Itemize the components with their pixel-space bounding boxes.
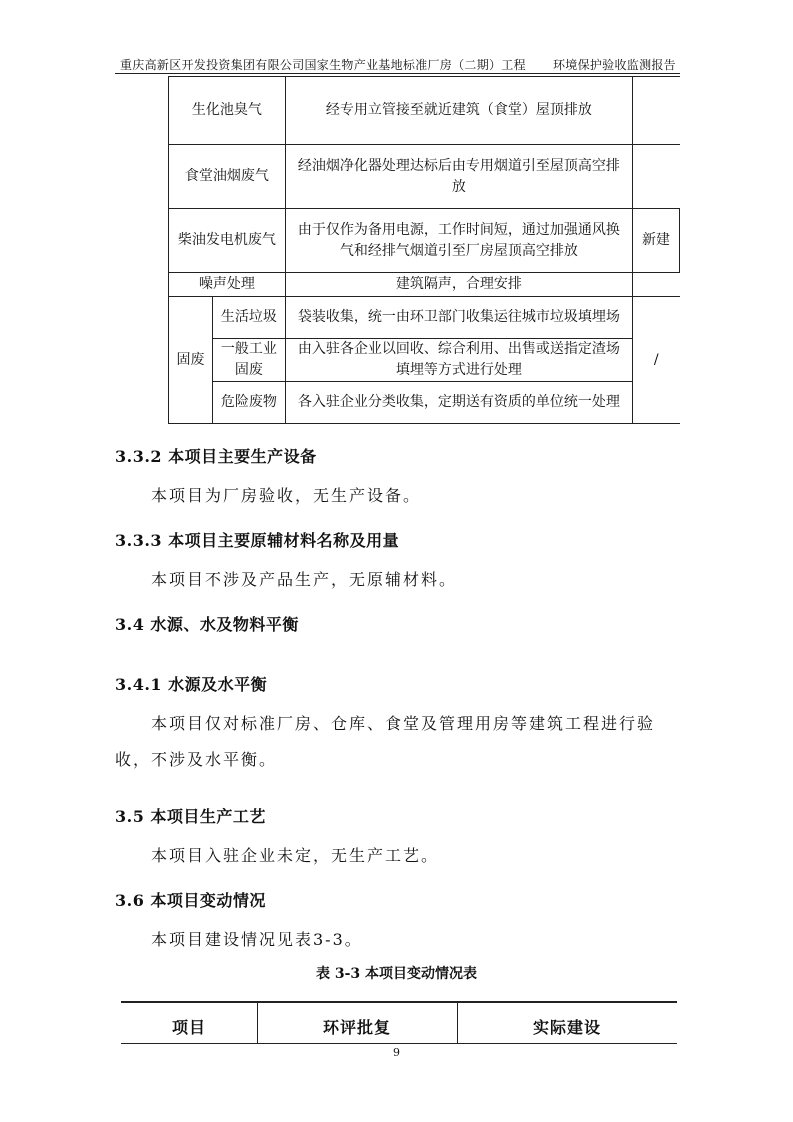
section-3-3-2-title: 3.3.2 本项目主要生产设备 [115,447,317,466]
table-header-eia-approval: 环评批复 [322,1018,391,1037]
section-3-3-2-text: 本项目为厂房验收，无生产设备。 [151,486,422,505]
pollution-control-table [168,76,680,424]
table-cell-desc: 经专用立管接至就近建筑（食堂）屋顶排放 [285,77,632,145]
table-cell-desc: 由入驻各企业以回收、综合利用、出售或送指定渣场填埋等方式进行处理 [285,339,632,382]
table-row [169,145,680,209]
table-caption: 表 3-3 本项目变动情况表 [315,966,478,982]
table-cell-status-empty [633,145,680,209]
page-header [0,0,793,80]
table-cell-name: 柴油发电机废气 [169,209,286,273]
table-cell-desc: 经油烟净化器处理达标后由专用烟道引至屋顶高空排放 [285,145,632,209]
table-header-actual-construction: 实际建设 [532,1018,601,1037]
table-cell-status-empty [633,273,680,297]
table-cell-desc: 建筑隔声，合理安排 [285,273,632,297]
table-cell-name: 一般工业固废 [212,339,285,382]
table-cell-desc: 各入驻企业分类收集，定期送有资质的单位统一处理 [285,382,632,424]
table-cell-name: 危险废物 [212,382,285,424]
table-header-rule [121,1043,677,1044]
table-cell-name: 食堂油烟废气 [169,145,286,209]
page-number: 9 [393,1046,400,1059]
table-cell-status: 新建 [633,209,680,273]
section-3-4-1-text: 本项目仅对标准厂房、仓库、食堂及管理用房等建筑工程进行验收，不涉及水平衡。 [115,714,656,769]
table-row [169,382,680,424]
section-3-4-1-title: 3.4.1 水源及水平衡 [115,675,268,694]
table-top-rule [121,1001,677,1003]
section-3-5-text: 本项目入驻企业未定，无生产工艺。 [151,846,440,865]
table-row [169,77,680,145]
table-row [169,209,680,273]
table-header-item: 项目 [171,1018,206,1037]
header-org-title: 重庆高新区开发投资集团有限公司国家生物产业基地标准厂房（二期）工程 [120,58,526,72]
table-cell-desc: 由于仅作为备用电源，工作时间短，通过加强通风换气和经排气烟道引至厂房屋顶高空排放 [285,209,632,273]
table-row [169,339,680,382]
header-divider [115,73,680,74]
section-3-6-title: 3.6 本项目变动情况 [115,891,266,910]
table-cell-desc: 袋装收集，统一由环卫部门收集运往城市垃圾填埋场 [285,297,632,339]
section-3-4-title: 3.4 水源、水及物料平衡 [115,615,299,634]
table-row [169,273,680,297]
table-cell-name: 生化池臭气 [169,77,286,145]
section-3-6-text: 本项目建设情况见表3-3。 [151,930,363,949]
table-cell-status-empty [633,77,680,145]
section-3-5-title: 3.5 本项目生产工艺 [115,807,266,826]
table-cell-name: 噪声处理 [169,273,286,297]
table-row [169,297,680,339]
header-report-title: 环境保护验收监测报告 [552,58,676,72]
section-3-3-3-title: 3.3.3 本项目主要原辅材料名称及用量 [115,531,400,550]
section-3-3-3-text: 本项目不涉及产品生产，无原辅材料。 [151,570,458,589]
table-cell-status: / [633,297,680,424]
table-cell-name: 生活垃圾 [212,297,285,339]
solid-waste-group-label: 固废 [169,297,213,424]
